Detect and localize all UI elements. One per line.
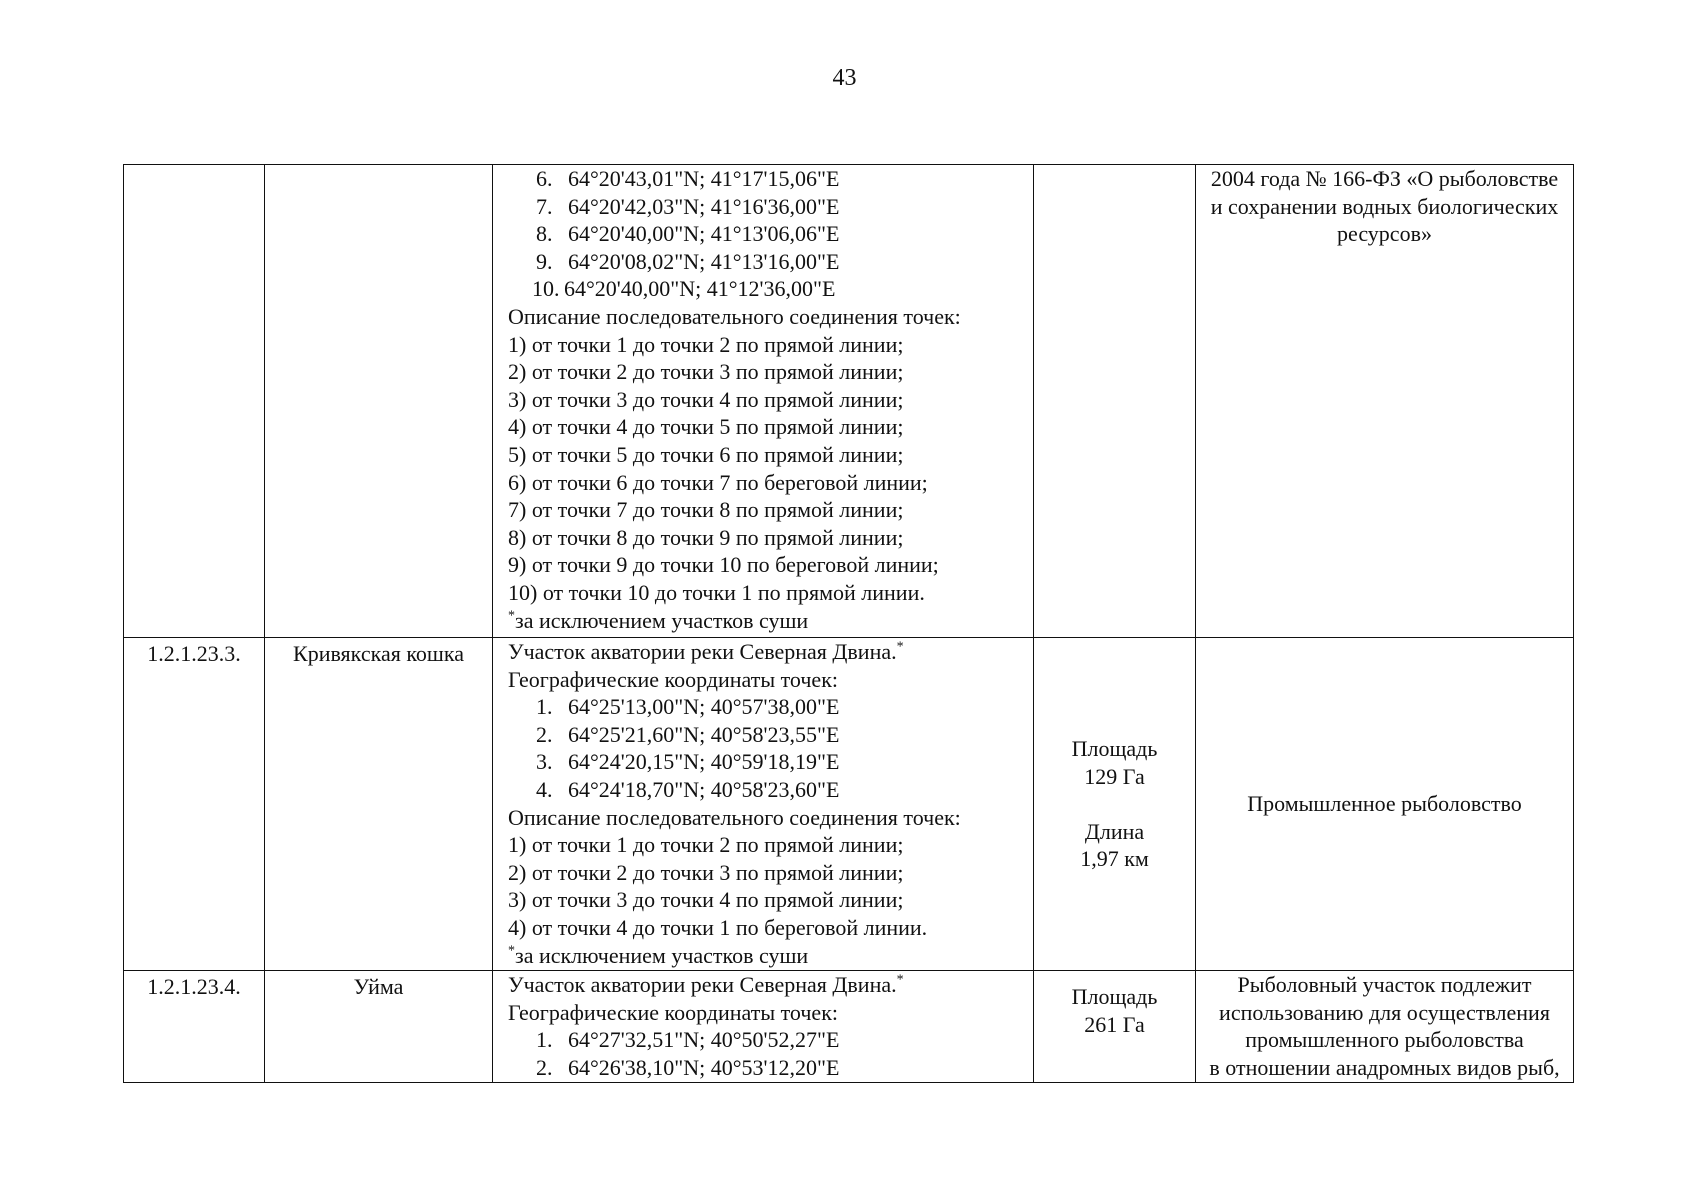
step-line: 1) от точки 1 до точки 2 по прямой линии;	[508, 832, 904, 858]
footnote: *за исключением участков суши	[508, 942, 809, 968]
note-line: Промышленное рыболовство	[1247, 791, 1522, 817]
step-line: 1) от точки 1 до точки 2 по прямой линии;	[508, 331, 904, 357]
note-line: промышленного рыболовства	[1245, 1027, 1524, 1053]
asterisk-mark: *	[508, 943, 515, 959]
row-name-cell	[265, 165, 493, 638]
step-line: 8) от точки 8 до точки 9 по прямой линии;	[508, 524, 904, 550]
length-value: 1,97 км	[1080, 846, 1149, 872]
table-row	[124, 971, 1574, 1083]
note-line: 2004 года № 166-ФЗ «О рыболовстве	[1210, 166, 1559, 191]
note-line: ресурсов»	[1337, 221, 1432, 247]
coord-line: 2. 64°26'38,10"N; 40°53'12,20"E	[536, 1054, 840, 1080]
coord-line: 9. 64°20'08,02"N; 41°13'16,00"E	[536, 248, 840, 274]
description-heading: Описание последовательного соединения точек:	[508, 804, 961, 830]
area-value: 261 Га	[1084, 1011, 1145, 1037]
row-name-cell: Уйма	[265, 971, 493, 1083]
asterisk-mark: *	[896, 639, 904, 655]
note-line: и сохранении водных биологических	[1210, 193, 1559, 219]
step-line: 10) от точки 10 до точки 1 по прямой линии.	[508, 579, 925, 605]
step-line: 6) от точки 6 до точки 7 по береговой линии;	[508, 469, 928, 495]
coords-heading: Географические координаты точек:	[508, 666, 838, 692]
step-line: 3) от точки 3 до точки 4 по прямой линии;	[508, 887, 904, 913]
coord-line: 4. 64°24'18,70"N; 40°58'23,60"E	[536, 776, 840, 802]
asterisk-mark: *	[508, 608, 515, 624]
step-line: 2) от точки 2 до точки 3 по прямой линии;	[508, 859, 904, 885]
row-name-cell: Кривякская кошка	[265, 638, 493, 971]
fishing-areas-table	[123, 164, 1574, 1083]
step-line: 4) от точки 4 до точки 5 по прямой линии;	[508, 414, 904, 440]
coord-line: 2. 64°25'21,60"N; 40°58'23,55"E	[536, 721, 840, 747]
page-number: 43	[832, 65, 857, 91]
step-line: 9) от точки 9 до точки 10 по береговой линии;	[508, 552, 939, 578]
step-line: 7) от точки 7 до точки 8 по прямой линии;	[508, 497, 904, 523]
length-label: Длина	[1084, 818, 1145, 844]
coord-line: 10. 64°20'40,00"N; 41°12'36,00"E	[532, 276, 836, 302]
step-line: 4) от точки 4 до точки 1 по береговой линии.	[508, 914, 928, 940]
note-line: использованию для осуществления	[1219, 999, 1550, 1025]
intro-line: Участок акватории реки Северная Двина.*	[508, 639, 904, 664]
coord-line: 3. 64°24'20,15"N; 40°59'18,19"E	[536, 749, 840, 775]
description-heading: Описание последовательного соединения точек:	[508, 303, 961, 329]
row-note-cell	[1196, 971, 1574, 1083]
note-line: в отношении анадромных видов рыб,	[1209, 1054, 1560, 1080]
coords-heading: Географические координаты точек:	[508, 999, 838, 1025]
coord-line: 7. 64°20'42,03"N; 41°16'36,00"E	[536, 193, 840, 219]
table-row	[124, 165, 1574, 638]
row-area-cell	[1034, 638, 1196, 971]
area-label: Площадь	[1071, 736, 1158, 762]
table-row	[124, 638, 1574, 971]
coord-line: 1. 64°27'32,51"N; 40°50'52,27"E	[536, 1027, 840, 1053]
footnote: *за исключением участков суши	[508, 607, 809, 633]
note-line: Рыболовный участок подлежит	[1237, 972, 1532, 997]
step-line: 5) от точки 5 до точки 6 по прямой линии;	[508, 441, 904, 467]
coord-line: 1. 64°25'13,00"N; 40°57'38,00"E	[536, 694, 840, 720]
intro-line: Участок акватории реки Северная Двина.*	[508, 972, 904, 997]
row-description-cell	[493, 971, 1034, 1083]
step-line: 3) от точки 3 до точки 4 по прямой линии;	[508, 386, 904, 412]
row-description-cell	[493, 165, 1034, 638]
asterisk-mark: *	[896, 972, 904, 988]
row-note-cell	[1196, 165, 1574, 638]
row-area-cell	[1034, 971, 1196, 1083]
row-note-cell	[1196, 638, 1574, 971]
step-line: 2) от точки 2 до точки 3 по прямой линии;	[508, 359, 904, 385]
row-number-cell: 1.2.1.23.3.	[124, 638, 265, 971]
row-description-cell	[493, 638, 1034, 971]
area-value: 129 Га	[1084, 763, 1145, 789]
row-number-cell: 1.2.1.23.4.	[124, 971, 265, 1083]
area-label: Площадь	[1071, 984, 1158, 1009]
row-area-cell	[1034, 165, 1196, 638]
coord-line: 8. 64°20'40,00"N; 41°13'06,06"E	[536, 221, 840, 247]
row-number-cell	[124, 165, 265, 638]
coord-line: 6. 64°20'43,01"N; 41°17'15,06"E	[536, 166, 840, 191]
